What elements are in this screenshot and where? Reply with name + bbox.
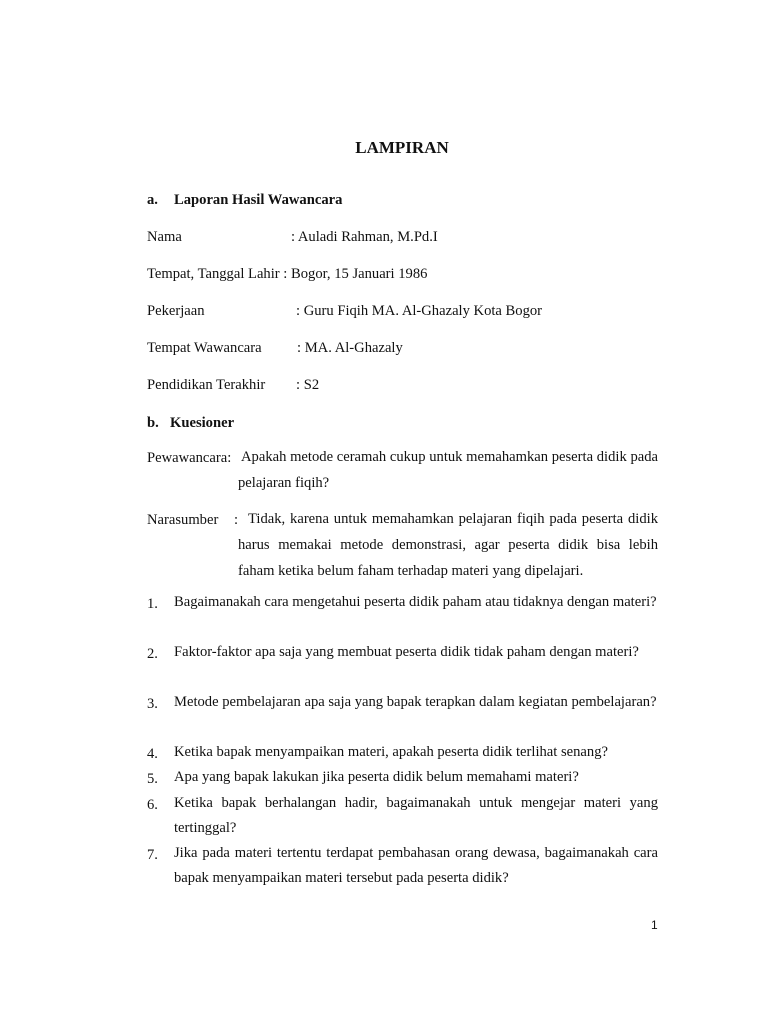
field-label: Pekerjaan (147, 303, 205, 319)
field-value: : Bogor, 15 Januari 1986 (283, 266, 428, 282)
field-row-nama (147, 229, 438, 246)
section-b-title: Kuesioner (170, 415, 235, 431)
list-item-number: 4. (147, 746, 158, 762)
field-label: Tempat Wawancara (147, 340, 262, 356)
list-item-text: Bagaimanakah cara mengetahui peserta didik paham atau tidaknya dengan materi? (174, 594, 657, 610)
list-item-number: 3. (147, 696, 158, 712)
section-b-heading (147, 415, 235, 432)
field-value: : Guru Fiqih MA. Al-Ghazaly Kota Bogor (296, 303, 543, 319)
field-label: Tempat, Tanggal Lahir (147, 266, 280, 282)
list-item-text: Jika pada materi tertentu terdapat pembahasan orang dewasa, bagaimanakah cara bapak menyampaikan materi tersebut pada peserta didik? (174, 845, 658, 886)
field-row-ttl (147, 266, 427, 283)
field-label: Nama (147, 229, 182, 245)
list-item-text: Faktor-faktor apa saja yang membuat peserta didik tidak paham dengan materi? (174, 644, 639, 660)
section-a-letter: a. (147, 192, 158, 208)
interviewer-label: Pewawancara: (147, 450, 232, 466)
field-value: : MA. Al-Ghazaly (297, 340, 403, 356)
list-item-text: Ketika bapak menyampaikan materi, apakah peserta didik terlihat senang? (174, 744, 608, 760)
respondent-colon: : (234, 512, 239, 528)
list-item-number: 1. (147, 596, 158, 612)
field-label: Pendidikan Terakhir (147, 377, 266, 393)
field-value: : S2 (296, 377, 320, 393)
page-number: 1 (651, 918, 658, 932)
list-item-number: 5. (147, 771, 158, 787)
field-row-tempat-wawancara (147, 340, 403, 357)
list-item-number: 6. (147, 797, 158, 813)
list-item-number: 7. (147, 847, 158, 863)
field-row-pendidikan (147, 377, 320, 394)
section-a-title: Laporan Hasil Wawancara (174, 192, 343, 208)
list-item-text: Ketika bapak berhalangan hadir, bagaimanakah untuk mengejar materi yang tertinggal? (174, 795, 658, 836)
section-b-letter: b. (147, 415, 159, 431)
list-item-text: Metode pembelajaran apa saja yang bapak terapkan dalam kegiatan pembelajaran? (174, 694, 657, 710)
section-a-heading (147, 192, 343, 209)
interviewer-question: Apakah metode ceramah cukup untuk memahamkan peserta didik pada pelajaran fiqih? (238, 449, 658, 491)
respondent-answer: Tidak, karena untuk memahamkan pelajaran fiqih pada peserta didik harus memakai metode demonstrasi, agar peserta didik bisa lebih faham ketika belum faham terhadap materi yang dipelajari. (238, 511, 658, 579)
list-item-number: 2. (147, 646, 158, 662)
page-title: LAMPIRAN (355, 138, 449, 157)
list-item-text: Apa yang bapak lakukan jika peserta didik belum memahami materi? (174, 769, 579, 785)
field-value: : Auladi Rahman, M.Pd.I (291, 229, 438, 245)
field-row-pekerjaan (147, 303, 543, 320)
respondent-label: Narasumber (147, 512, 219, 528)
